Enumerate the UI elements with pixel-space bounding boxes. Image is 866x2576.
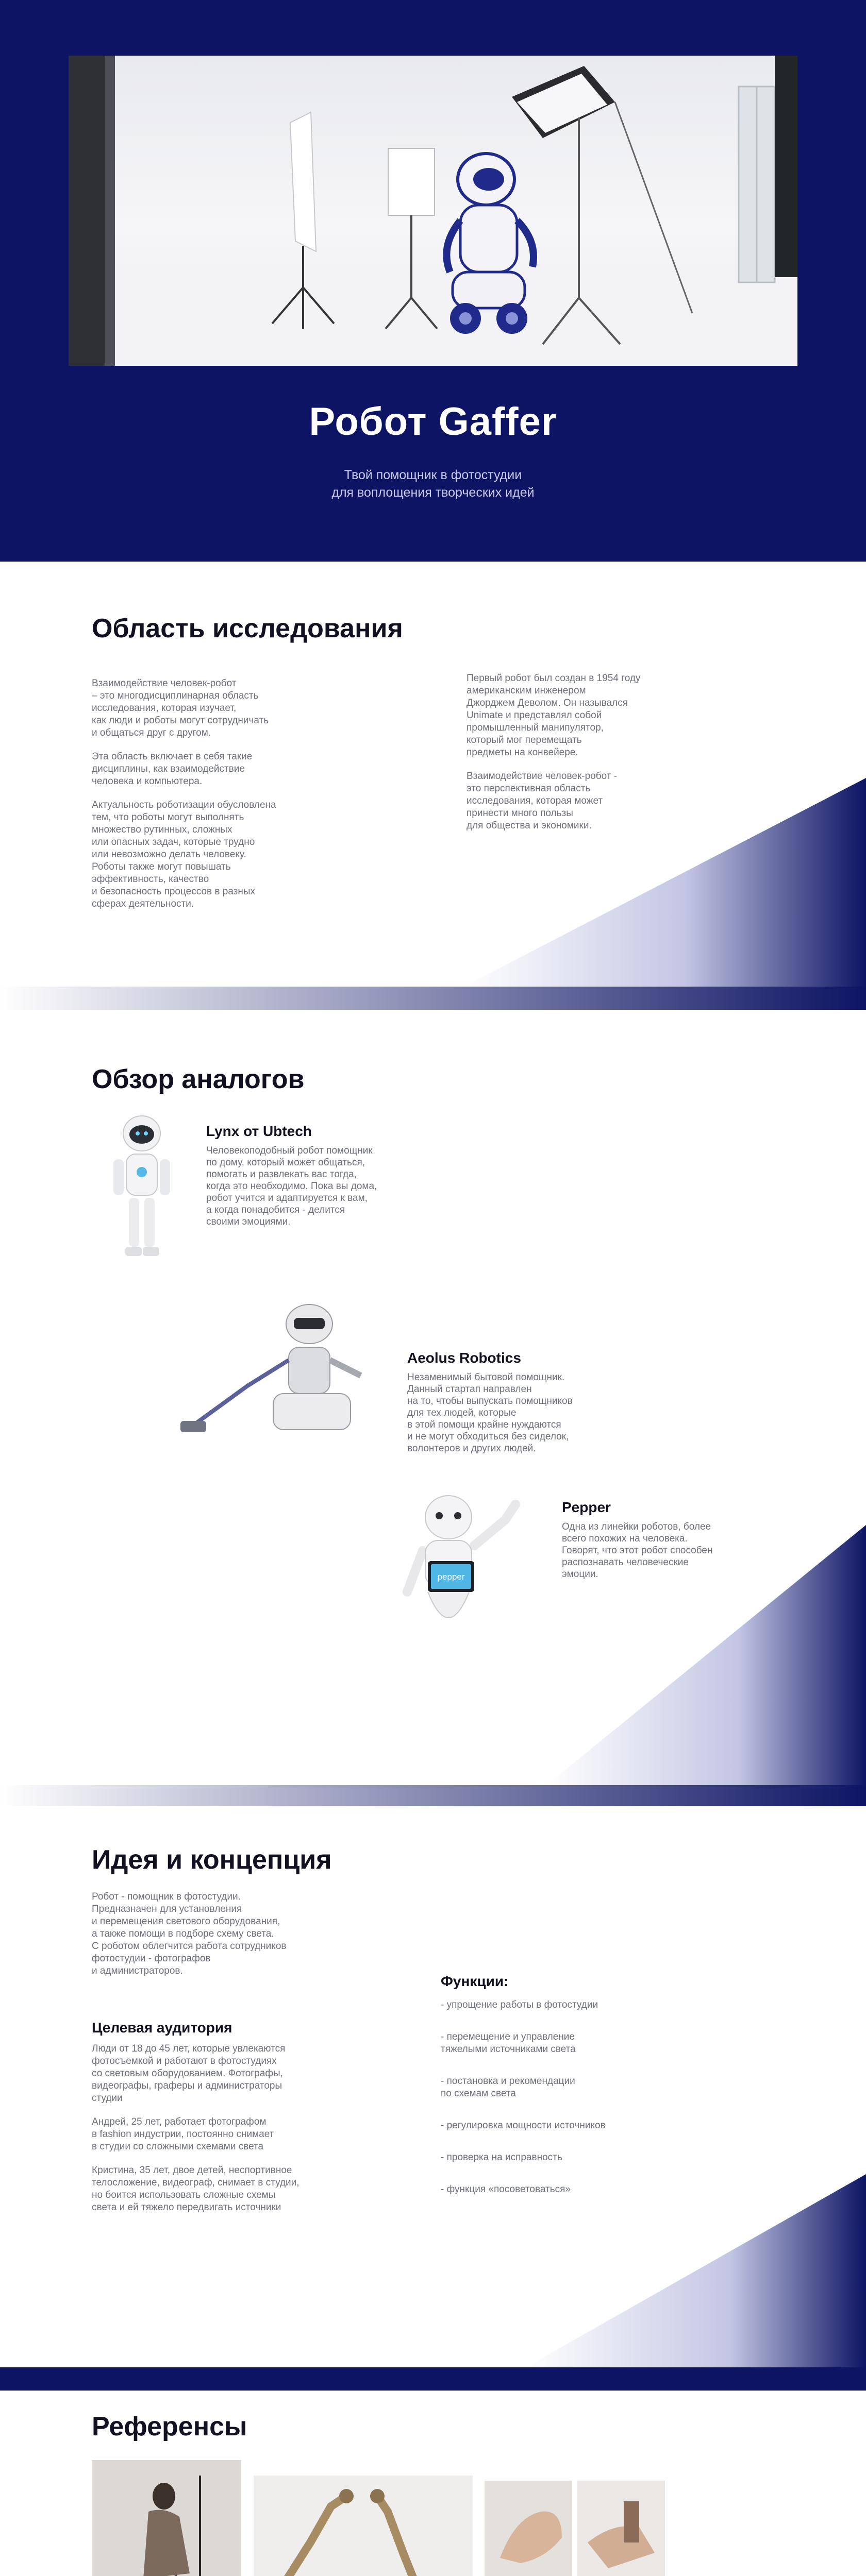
paragraph: Взаимодействие человек-робот – это многодисциплинарная область исследования, которая изучает, как люди и роботы могут сотрудничать и общаться друг с другом. [92,678,269,738]
lynx-robot-image [106,1113,178,1267]
hero-subtitle [0,466,866,501]
paragraph: Первый робот был создан в 1954 году американским инженером Джорджем Деволом. Он назывался Unimate и представлял собой промышленный манипулятор, который мог перемещать предметы на конвейере. [467,673,641,758]
studio-photo-illustration [69,56,797,366]
pepper-robot-image [387,1489,541,1643]
reference-photo [254,2476,473,2576]
function-item: - функция «посоветоваться» [441,2184,571,2195]
function-item: - проверка на исправность [441,2152,562,2163]
hero-title: Робот Gaffer [309,400,557,444]
function-item: - регулировка мощности источников [441,2120,606,2131]
paragraph: Люди от 18 до 45 лет, которые увлекаются фотосъемкой и работают в фотостудиях со световым оборудованием. Фотографы, видеографы, граферы и администраторы студии [92,2043,286,2104]
reference-photo [577,2481,665,2576]
hero-section [0,0,866,562]
analog-description: Одна из линейки роботов, более всего похожих на человека. Говорят, что этот робот способен распознавать человеческие эмоции. [562,1521,713,1580]
paragraph: Эта область включает в себя такие дисциплины, как взаимодействие человека и компьютера. [92,751,253,787]
idea-title: Идея и концепция [92,1845,332,1875]
function-item: - постановка и рекомендации по схемам света [441,2076,575,2099]
functions-title: Функции: [441,1973,509,1989]
reference-photo [485,2481,572,2576]
analog-description: Незаменимый бытовой помощник. Данный стартап направлен на то, чтобы выпускать помощников для тех людей, которые в этой помощи крайне нуждаются и не могут обходиться без сиделок, волонтеров и других людей. [407,1372,573,1454]
aeolus-robot-image [170,1298,392,1443]
paragraph: Кристина, 35 лет, двое детей, неспортивное телосложение, видеограф, снимает в студии, но боится использовать сложные схемы света и ей тяжело передвигать источники [92,2165,299,2213]
paragraph: Актуальность роботизации обусловлена тем, что роботы могут выполнять множество рутинных, сложных или опасных задач, которые трудно или невозможно делать человеку. Роботы также могут повышать эффективность, качество и безопасность процессов в разных сферах деятельности. [92,800,276,909]
reference-photo [92,2460,241,2576]
analog-name: Pepper [562,1499,611,1515]
analogs-title: Обзор аналогов [92,1064,305,1094]
paragraph: Андрей, 25 лет, работает фотографом в fashion индустрии, постоянно снимает в студии со сложными схемами света [92,2116,274,2152]
research-right-text [467,672,724,843]
concept-text: Робот - помощник в фотостудии. Предназначен для установления и перемещения светового оборудования, а также помощи в подборе схему света. С роботом облегчится работа сотрудников фотостудии - фотографов и администраторов. [92,1891,287,1976]
references-title: Референсы [92,2412,247,2442]
research-title: Область исследования [92,614,403,643]
idea-section [0,1819,866,2391]
function-item: - упрощение работы в фотостудии [441,1999,598,2010]
analog-name: Aeolus Robotics [407,1350,521,1366]
paragraph: Взаимодействие человек-робот - это перспективная область исследования, которая может принести много пользы для общества и экономики. [467,771,618,831]
analog-description: Человекоподобный робот помощник по дому, который может общаться, помогать и развлекать вас тогда, когда это необходимо. Пока вы дома, робот учится и адаптируется к вам, а когда понадобится - делится своими эмоциями. [206,1145,377,1227]
research-section [0,562,866,1010]
hero-subtitle-line: для воплощения творческих идей [331,485,535,500]
references-section [0,2391,866,2576]
hero-photo [69,56,797,366]
pepper-screen-label: pepper [437,1572,465,1582]
audience-title: Целевая аудитория [92,2020,232,2036]
functions-list [441,1999,729,2215]
analog-name: Lynx от Ubtech [206,1123,312,1139]
function-item: - перемещение и управление тяжелыми источниками света [441,2031,576,2055]
research-left-text [92,677,349,922]
audience-text [92,2043,401,2225]
hero-subtitle-line: Твой помощник в фотостудии [344,468,522,482]
analogs-section [0,1010,866,1819]
